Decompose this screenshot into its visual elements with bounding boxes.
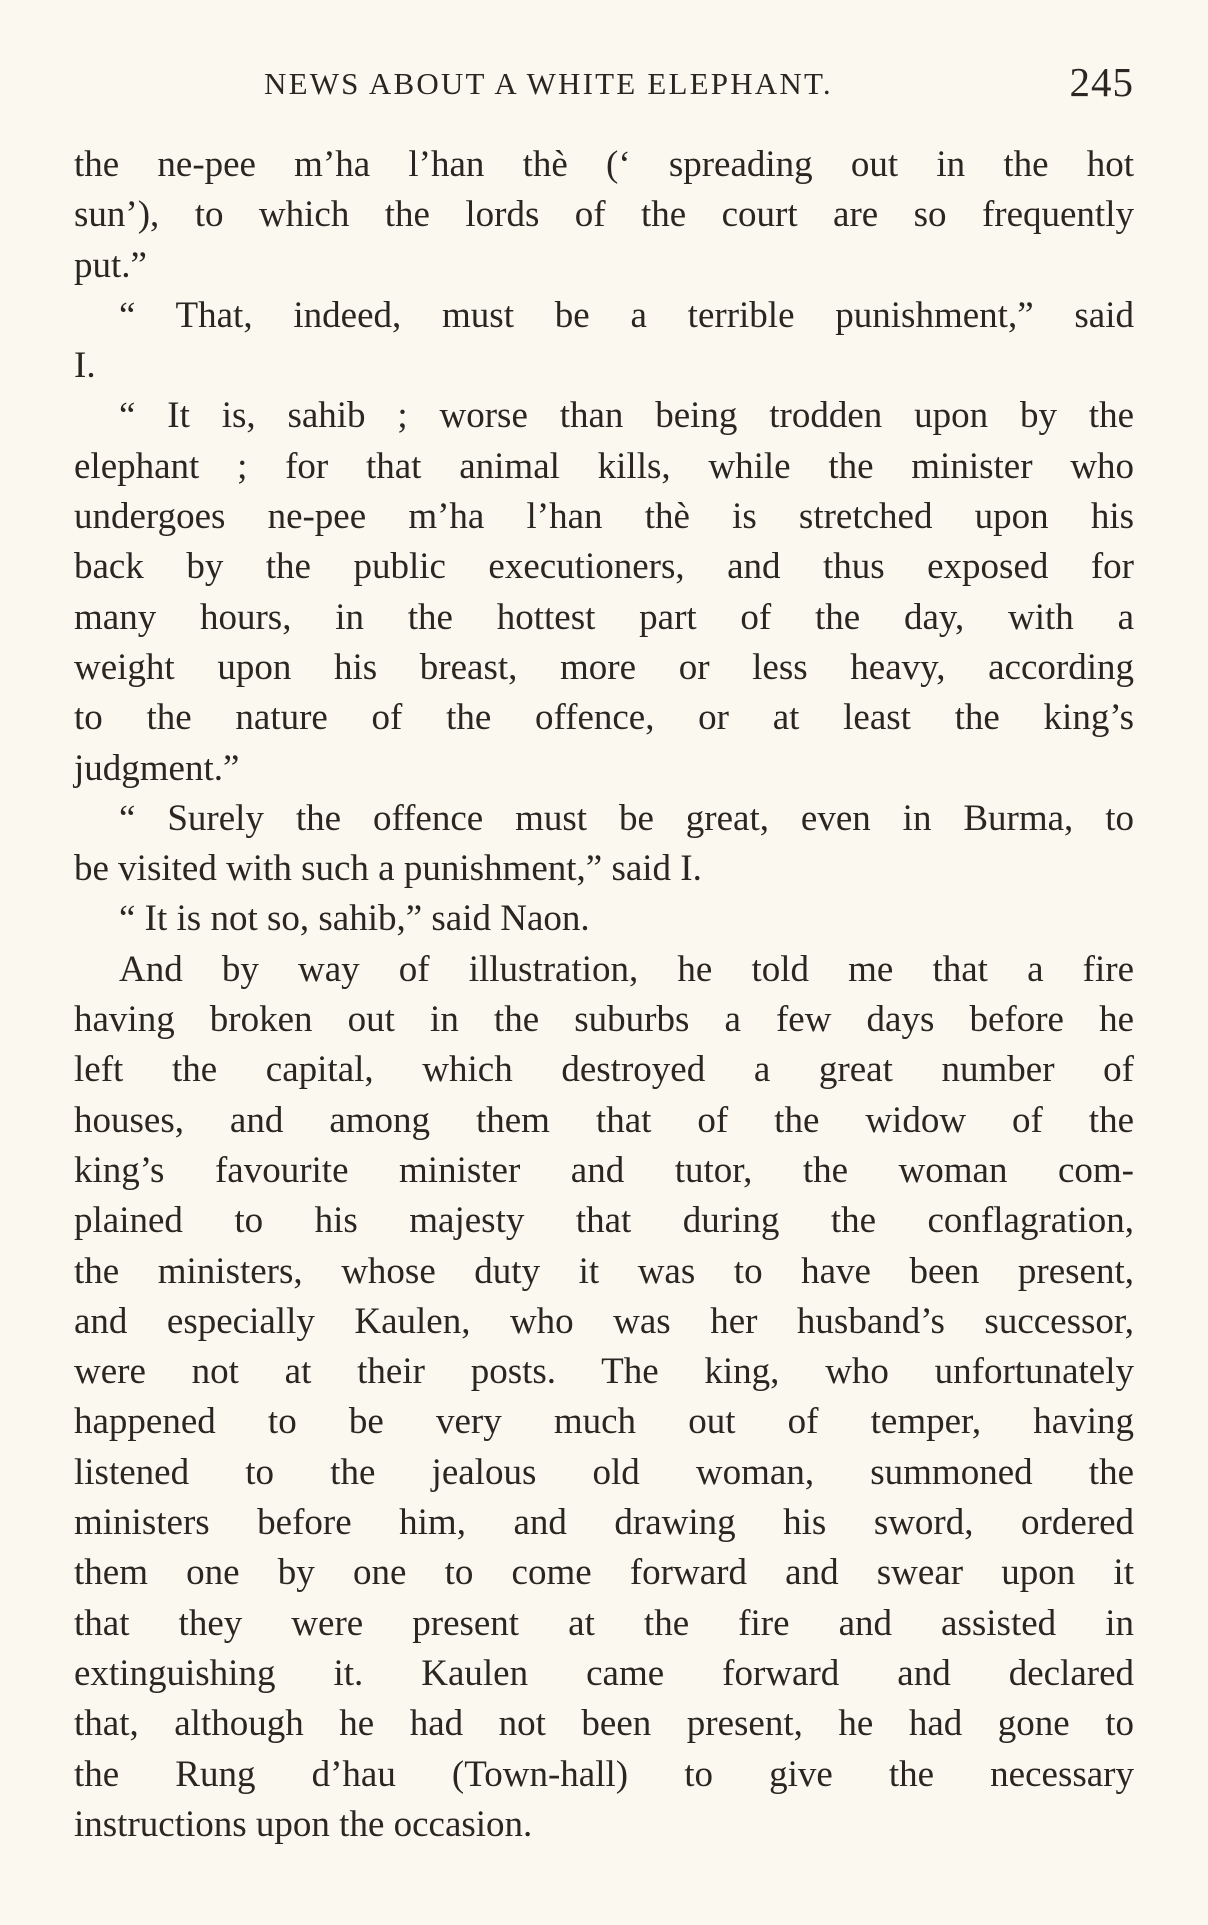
text-line: the ministers, whose duty it was to have been present, [74, 1250, 1134, 1292]
text-line: that, although he had not been present, he had gone to [74, 1703, 1134, 1745]
page-number: 245 [1069, 59, 1134, 105]
text-line: houses, and among them that of the widow of the [74, 1099, 1134, 1141]
text-line: the ne-pee m’ha l’han thè (‘ spreading out in the hot [74, 144, 1134, 185]
text-line: plained to his majesty that during the conflagration, [74, 1200, 1134, 1242]
text-line: judgment.” [74, 747, 240, 789]
text-line: I. [74, 345, 96, 387]
text-line: king’s favourite minister and tutor, the woman com- [74, 1149, 1134, 1191]
text-line: “ It is, sahib ; worse than being trodden upon by the [119, 395, 1134, 437]
text-line: “ That, indeed, must be a terrible punishment,” said [119, 294, 1134, 336]
text-line: “ It is not so, sahib,” said Naon. [119, 898, 590, 940]
text-line: weight upon his breast, more or less heavy, according [74, 646, 1134, 688]
text-line: back by the public executioners, and thus exposed for [74, 546, 1134, 588]
text-line: left the capital, which destroyed a great number of [74, 1049, 1134, 1091]
text-line: having broken out in the suburbs a few days before he [74, 999, 1134, 1041]
body-text [74, 140, 1134, 1850]
text-line: listened to the jealous old woman, summoned the [74, 1451, 1134, 1493]
text-line: “ Surely the offence must be great, even in Burma, to [119, 797, 1134, 839]
text-line: instructions upon the occasion. [74, 1803, 533, 1845]
text-line: extinguishing it. Kaulen came forward and declared [74, 1652, 1134, 1694]
text-line: be visited with such a punishment,” said I. [74, 848, 702, 890]
text-line: And by way of illustration, he told me that a fire [119, 948, 1134, 990]
running-head [74, 56, 1134, 116]
text-line: to the nature of the offence, or at least the king’s [74, 697, 1134, 739]
text-line: undergoes ne-pee m’ha l’han thè is stretched upon his [74, 496, 1134, 538]
text-line: and especially Kaulen, who was her husband’s successor, [74, 1300, 1134, 1342]
running-title: NEWS ABOUT A WHITE ELEPHANT. [264, 66, 833, 101]
text-line: that they were present at the fire and assisted in [74, 1602, 1134, 1644]
text-line: them one by one to come forward and swear upon it [74, 1552, 1134, 1594]
text-line: put.” [74, 244, 147, 286]
text-line: ministers before him, and drawing his sword, ordered [74, 1502, 1134, 1544]
text-line: were not at their posts. The king, who unfortunately [74, 1351, 1134, 1393]
text-line: sun’), to which the lords of the court are so frequently [74, 194, 1134, 236]
text-line: elephant ; for that animal kills, while the minister who [74, 445, 1134, 487]
text-line: the Rung d’hau (Town-hall) to give the necessary [74, 1753, 1134, 1795]
text-line: many hours, in the hottest part of the day, with a [74, 596, 1134, 638]
text-line: happened to be very much out of temper, having [74, 1401, 1134, 1443]
